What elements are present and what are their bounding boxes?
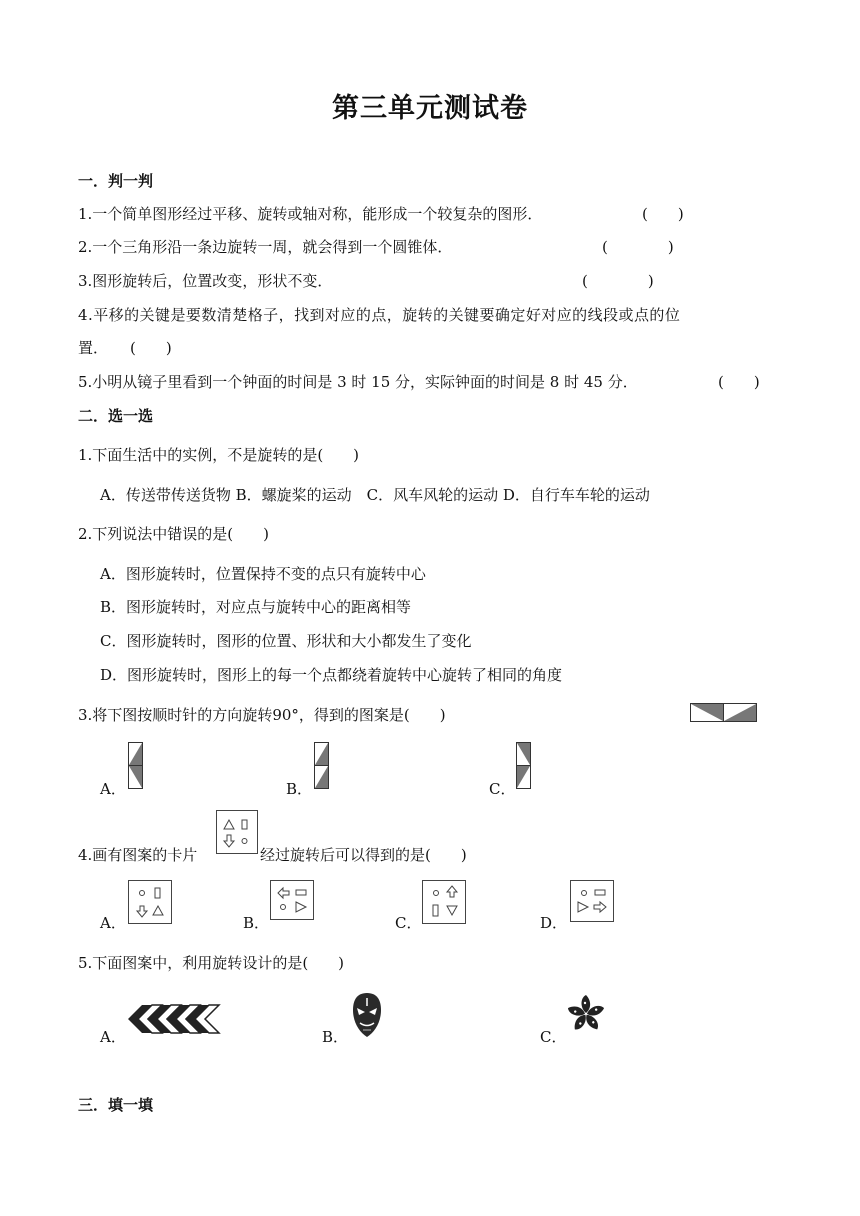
choice-question-3: 3.将下图按顺时针的方向旋转90°，得到的图案是( )	[78, 706, 446, 724]
q4-label-b: B．	[243, 914, 270, 932]
choice-question-2-option-b: B．图形旋转时，对应点与旋转中心的距离相等	[100, 598, 412, 616]
answer-bracket-3[interactable]: ( )	[582, 272, 654, 290]
answer-bracket-5[interactable]: ( )	[718, 373, 760, 391]
q5-label-b: B．	[322, 1028, 349, 1046]
judge-question-2: 2.一个三角形沿一条边旋转一周，就会得到一个圆锥体．	[78, 238, 453, 256]
choice-question-1: 1.下面生活中的实例，不是旋转的是( )	[78, 446, 360, 464]
choice-question-2: 2.下列说法中错误的是( )	[78, 525, 270, 543]
section-2-heading: 二．选一选	[78, 407, 154, 425]
choice-question-1-options: A．传送带传送货物 B．螺旋桨的运动 C．风车风轮的运动 D．自行车车轮的运动	[100, 486, 650, 504]
answer-bracket-2[interactable]: ( )	[602, 238, 674, 256]
q5-label-c: C．	[540, 1028, 567, 1046]
section-3-heading: 三．填一填	[78, 1096, 154, 1114]
q5-label-a: A．	[100, 1028, 126, 1046]
q4-card-figure	[216, 810, 258, 854]
q5-option-c-flower[interactable]	[566, 994, 606, 1034]
judge-question-3: 3.图形旋转后，位置改变，形状不变．	[78, 272, 333, 290]
q4-label-d: D．	[540, 914, 568, 932]
choice-question-5: 5.下面图案中，利用旋转设计的是( )	[78, 954, 345, 972]
judge-question-1: 1.一个简单图形经过平移、旋转或轴对称，能形成一个较复杂的图形．	[78, 205, 543, 223]
q5-option-a-arrows[interactable]	[128, 1004, 226, 1034]
q4-label-c: C．	[395, 914, 422, 932]
q4-label-a: A．	[100, 914, 126, 932]
q3-label-b: B．	[286, 780, 313, 798]
choice-question-4-part1: 4.画有图案的卡片	[78, 846, 198, 864]
judge-question-5: 5.小明从镜子里看到一个钟面的时间是 3 时 15 分，实际钟面的时间是 8 时 45 分．	[78, 373, 638, 391]
choice-question-2-option-c: C．图形旋转时，图形的位置、形状和大小都发生了变化	[100, 632, 472, 650]
q4-option-a-figure[interactable]	[128, 880, 172, 924]
q3-option-c-figure[interactable]	[516, 742, 532, 790]
choice-question-4-part2: 经过旋转后可以得到的是( )	[260, 846, 467, 864]
q3-option-a-figure[interactable]	[128, 742, 144, 790]
q4-option-b-figure[interactable]	[270, 880, 314, 920]
page-title: 第三单元测试卷	[332, 93, 528, 124]
judge-question-4-cont: 置．	[78, 339, 109, 357]
q3-label-a: A．	[100, 780, 126, 798]
choice-question-2-option-d: D．图形旋转时，图形上的每一个点都绕着旋转中心旋转了相同的角度	[100, 666, 563, 684]
q4-option-c-figure[interactable]	[422, 880, 466, 924]
choice-question-2-option-a: A．图形旋转时，位置保持不变的点只有旋转中心	[100, 565, 426, 583]
answer-bracket-1[interactable]: ( )	[642, 205, 684, 223]
q3-source-figure	[690, 703, 758, 723]
judge-question-4: 4.平移的关键是要数清楚格子，找到对应的点，旋转的关键要确定好对应的线段或点的位	[78, 306, 681, 324]
section-1-heading: 一．判一判	[78, 172, 154, 190]
q5-option-b-mask[interactable]	[352, 992, 382, 1038]
q3-option-b-figure[interactable]	[314, 742, 330, 790]
answer-bracket-4[interactable]: ( )	[130, 339, 172, 357]
q3-label-c: C．	[489, 780, 516, 798]
q4-option-d-figure[interactable]	[570, 880, 614, 922]
